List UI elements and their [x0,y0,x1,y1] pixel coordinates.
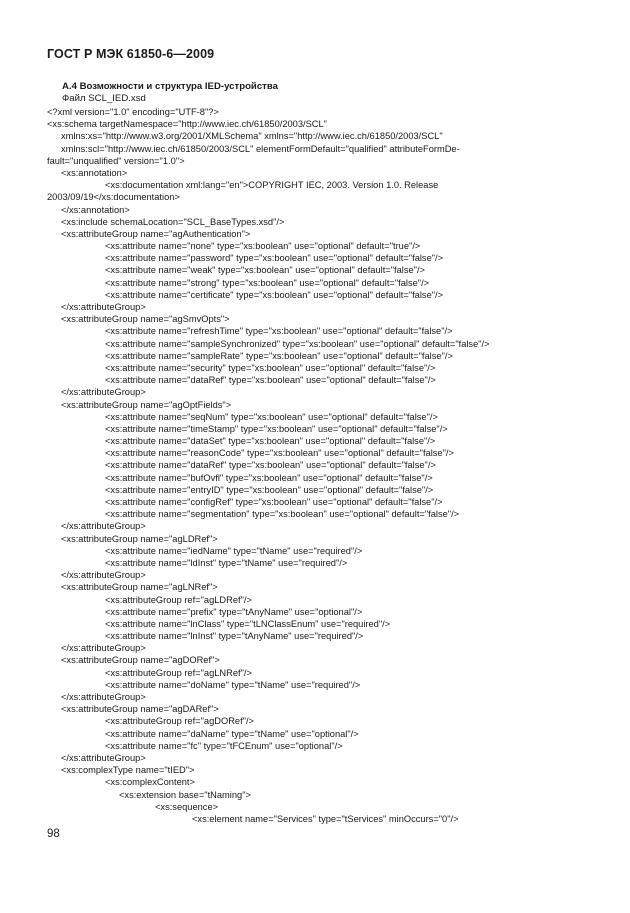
code-line: <xs:sequence> [155,801,219,812]
code-line: <xs:attribute name="segmentation" type="xs:boolean" use="optional" default="false"/> [105,509,460,520]
code-line: <xs:attributeGroup name="agLNRef"> [61,582,218,593]
code-line: <xs:attribute name="sampleSynchronized" type="xs:boolean" use="optional" default="false"/> [105,338,490,349]
code-line: <xs:attribute name="none" type="xs:boolean" use="optional" default="true"/> [105,241,421,252]
code-line: <xs:complexType name="tIED"> [61,765,195,776]
code-line: <xs:attributeGroup ref="agLDRef"/> [105,594,252,605]
code-line: <xs:attribute name="prefix" type="tAnyName" use="optional"/> [105,606,363,617]
code-line: <xs:attribute name="iedName" type="tName" use="required"/> [105,545,363,556]
code-line: <xs:attributeGroup ref="agLNRef"/> [105,667,252,678]
file-name-label: Файл SCL_IED.xsd [62,93,146,104]
code-line: <?xml version="1.0" encoding="UTF-8"?> [47,107,219,117]
code-line: <xs:attribute name="dataSet" type="xs:boolean" use="optional" default="false"/> [105,436,436,447]
code-line: <xs:attribute name="certificate" type="xs:boolean" use="optional" default="false"/> [105,289,444,300]
code-line: xmlns:xs="http://www.w3.org/2001/XMLSchema" xmlns="http://www.iec.ch/61850/2003/SCL" [61,131,443,142]
code-line: <xs:attributeGroup name="agSmvOpts"> [61,314,230,325]
code-line: <xs:attribute name="doName" type="tName" use="required"/> [105,679,361,690]
code-line: <xs:attribute name="fc" type="tFCEnum" use="optional"/> [105,740,343,751]
xsd-code-listing [47,106,587,825]
code-line: <xs:attribute name="password" type="xs:boolean" use="optional" default="false"/> [105,253,444,264]
code-line: </xs:attributeGroup> [61,570,146,581]
code-line: <xs:attribute name="dataRef" type="xs:boolean" use="optional" default="false"/> [105,460,436,471]
code-line: <xs:attribute name="lnInst" type="tAnyName" use="required"/> [105,631,364,642]
code-line: </xs:attributeGroup> [61,643,146,654]
code-line: <xs:attributeGroup name="agDORef"> [61,655,220,666]
code-line: <xs:attribute name="seqNum" type="xs:boolean" use="optional" default="false"/> [105,411,438,422]
code-line: <xs:attribute name="lnClass" type="tLNClassEnum" use="required"/> [105,618,391,629]
code-line: <xs:attribute name="entryID" type="xs:boolean" use="optional" default="false"/> [105,484,434,495]
code-line: </xs:annotation> [61,204,130,215]
code-line: fault="unqualified" version="1.0"> [47,155,185,166]
code-line: </xs:attributeGroup> [61,692,146,702]
code-line: <xs:attributeGroup name="agLDRef"> [61,533,218,544]
code-line: <xs:complexContent> [105,777,195,788]
code-line: <xs:attributeGroup name="agDARef"> [61,704,219,715]
code-line: <xs:documentation xml:lang="en">COPYRIGHT IEC, 2003. Version 1.0. Release [105,180,439,191]
code-line: <xs:attribute name="bufOvfl" type="xs:boolean" use="optional" default="false"/> [105,472,433,483]
code-line: <xs:attributeGroup name="agOptFields"> [61,399,232,410]
code-line: <xs:attribute name="sampleRate" type="xs:boolean" use="optional" default="false"/> [105,350,453,361]
code-line: </xs:attributeGroup> [61,387,146,398]
code-line: <xs:attribute name="reasonCode" type="xs:boolean" use="optional" default="false"/> [105,448,454,459]
section-title: А.4 Возможности и структура IED-устройства [62,81,278,92]
code-line: <xs:element name="Services" type="tServices" minOccurs="0"/> [192,813,459,824]
code-line: <xs:attribute name="strong" type="xs:boolean" use="optional" default="false"/> [105,277,430,288]
code-line: <xs:attribute name="dataRef" type="xs:boolean" use="optional" default="false"/> [105,375,436,386]
page-number: 98 [47,828,60,840]
code-line: <xs:attribute name="weak" type="xs:boolean" use="optional" default="false"/> [105,265,425,276]
code-line: <xs:schema targetNamespace="http://www.iec.ch/61850/2003/SCL" [47,119,327,130]
code-line: <xs:attribute name="refreshTime" type="xs:boolean" use="optional" default="false"/> [105,326,453,337]
code-line: <xs:include schemaLocation="SCL_BaseTypes.xsd"/> [61,216,285,227]
code-line: 2003/09/19</xs:documentation> [47,192,180,203]
code-line: <xs:attribute name="security" type="xs:boolean" use="optional" default="false"/> [105,362,436,373]
code-line: xmlns:scl="http://www.iec.ch/61850/2003/SCL" elementFormDefault="qualified" attributeFormDe- [61,143,460,154]
code-line: <xs:extension base="tNaming"> [119,789,251,800]
code-line: <xs:attributeGroup ref="agDORef"/> [105,716,254,727]
code-line: </xs:attributeGroup> [61,521,146,532]
code-line: <xs:annotation> [61,167,128,178]
code-line: <xs:attribute name="timeStamp" type="xs:boolean" use="optional" default="false"/> [105,423,448,434]
code-line: </xs:attributeGroup> [61,302,146,312]
document-header: ГОСТ Р МЭК 61850-6—2009 [47,47,215,61]
code-line: <xs:attribute name="configRef" type="xs:boolean" use="optional" default="false"/> [105,497,443,507]
code-line: <xs:attribute name="daName" type="tName" use="optional"/> [105,728,359,739]
code-line: <xs:attribute name="ldInst" type="tName" use="required"/> [105,557,348,568]
code-line: <xs:attributeGroup name="agAuthentication"> [61,228,251,239]
code-line: </xs:attributeGroup> [61,752,146,763]
